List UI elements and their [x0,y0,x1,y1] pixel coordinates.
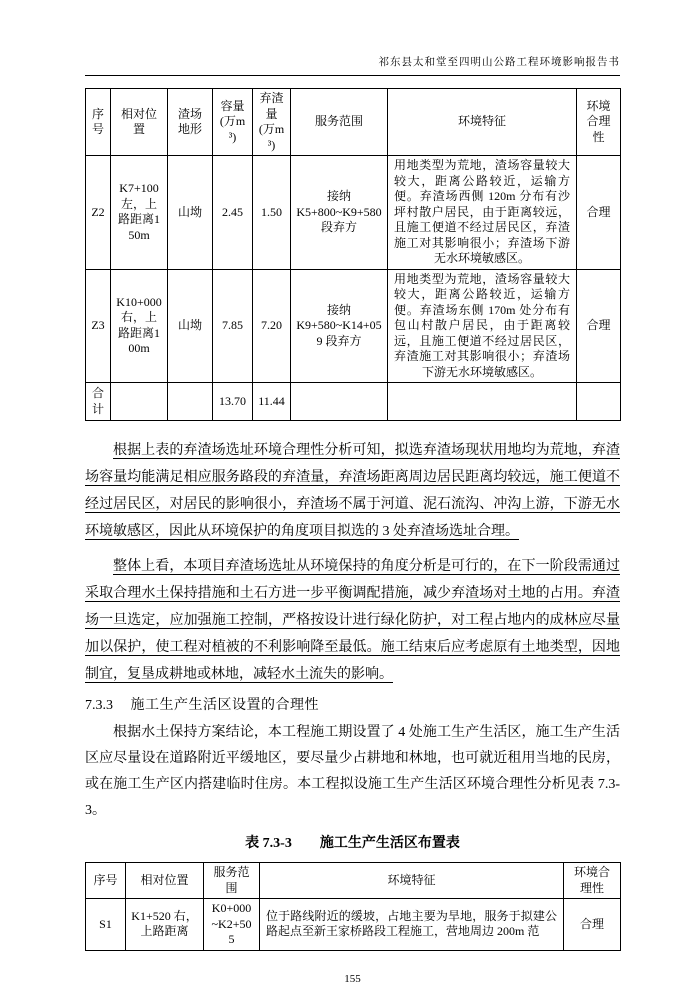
cell-z2-waste-volume: 1.50 [253,156,291,270]
col-header-rationality: 环境合理性 [564,863,621,899]
service-range: K9+580~K14+059 段弃方 [296,318,382,348]
table-row-s1 [86,899,621,951]
report-title: 祁东县太和堂至四明山公路工程环境影响报告书 [378,57,620,68]
table-row-total [86,383,621,421]
col-header-service: 服务范围 [291,89,388,156]
cell-z2-features: 用地类型为荒地，渣场容量较大较大，距离公路较近，运输方便。弃渣场西侧 120m 分布有沙坪村散户居民，由于距离较远，且施工便道不经过居民区，弃渣施工对其影响很小；弃渣场下游无水环境敏感区。 [388,156,577,270]
cell-s1-service: K0+000~K2+505 [204,899,260,951]
cell-z2-rationality: 合理 [577,156,621,270]
cell-total-features [388,383,577,421]
cell-s1-no: S1 [86,899,126,951]
paragraph-camp-intro: 根据水土保持方案结论，本工程施工期设置了 4 处施工生产生活区，施工生产生活区应尽量设在道路附近平缓地区，要尽量少占耕地和林地，也可就近租用当地的民房，或在施工生产区内搭建临时住房。本工程拟设施工生产生活区环境合理性分析见表 7.3-3。 [85,725,620,818]
section-title: 施工生产生活区设置的合理性 [130,698,319,713]
service-intro: 接纳 [326,302,351,317]
table-row-z3 [86,269,621,383]
page-number: 155 [344,972,361,985]
col-header-no: 序号 [86,89,111,156]
cell-total-position [111,383,168,421]
camp-layout-table [85,862,621,951]
col-header-service: 服务范围 [204,863,260,899]
col-header-no: 序号 [86,863,126,899]
camp-table-header-row [86,863,621,899]
cell-total-waste-volume: 11.44 [253,383,291,421]
col-header-position: 相对位置 [111,89,168,156]
cell-z2-capacity: 2.45 [213,156,253,270]
col-header-waste-volume: 弃渣量(万m³) [253,89,291,156]
col-header-features: 环境特征 [388,89,577,156]
cell-z3-no: Z3 [86,269,111,383]
col-header-terrain: 渣场地形 [168,89,213,156]
section-heading-7-3-3 [85,694,620,718]
cell-z3-service [291,269,388,383]
cell-z3-terrain: 山坳 [168,269,213,383]
col-header-rationality: 环境合理性 [577,89,621,156]
cell-total-label: 合计 [86,383,111,421]
cell-z2-terrain: 山坳 [168,156,213,270]
cell-z3-capacity: 7.85 [213,269,253,383]
camp-table-caption: 表 7.3-3 施工生产生活区布置表 [245,836,460,851]
cell-z3-features: 用地类型为荒地，渣场容量较大较大，距离公路较近，运输方便。弃渣场东侧 170m 处分布有包山村散户居民，由于距离较远，且施工便道不经过居民区，弃渣施工对其影响很小；弃渣场下游无水环境敏感区。 [388,269,577,383]
cell-z3-waste-volume: 7.20 [253,269,291,383]
cell-total-terrain [168,383,213,421]
cell-total-rationality [577,383,621,421]
cell-s1-rationality: 合理 [564,899,621,951]
cell-z3-rationality: 合理 [577,269,621,383]
cell-s1-position: K1+520 右，上路距离 [126,899,204,951]
service-range: K5+800~K9+580 段弃方 [296,204,382,234]
cell-z3-position: K10+000右，上路距离100m [111,269,168,383]
cell-z2-no: Z2 [86,156,111,270]
waste-site-table [85,88,621,421]
cell-s1-features: 位于路线附近的缓坡，占地主要为旱地，服务于拟建公路起点至新王家桥路段工程施工，营地周边 200m 范 [260,899,564,951]
col-header-position: 相对位置 [126,863,204,899]
cell-z2-service [291,156,388,270]
cell-z2-position: K7+100左，上路距离150m [111,156,168,270]
running-header [85,56,620,76]
paragraph-site-analysis: 根据上表的弃渣场选址环境合理性分析可知，拟选弃渣场现状用地均为荒地，弃渣场容量均能满足相应服务路段的弃渣量，弃渣场距离周边居民距离均较远，施工便道不经过居民区，对居民的影响很小，弃渣场不属于河道、泥石流沟、冲沟上游，下游无水环境敏感区，因此从环境保护的角度项目拟选的 3 处弃渣场选址合理。 [85,443,620,539]
waste-table-header-row [86,89,621,156]
service-intro: 接纳 [326,189,351,203]
table-row-z2 [86,156,621,270]
col-header-features: 环境特征 [260,863,564,899]
cell-total-capacity: 13.70 [213,383,253,421]
section-number: 7.3.3 [85,698,113,713]
paragraph-overall-assessment: 整体上看，本项目弃渣场选址从环境保持的角度分析是可行的，在下一阶段需通过采取合理水土保持措施和土石方进一步平衡调配措施，减少弃渣场对土地的占用。弃渣场一旦选定，应加强施工控制，严格按设计进行绿化防护，对工程占地内的成林应尽量加以保护，使工程对植被的不利影响降至最低。施工结束后应考虑原有土地类型，因地制宜，复垦成耕地或林地，减轻水土流失的影响。 [85,559,620,682]
col-header-capacity: 容量(万m³) [213,89,253,156]
cell-total-service [291,383,388,421]
